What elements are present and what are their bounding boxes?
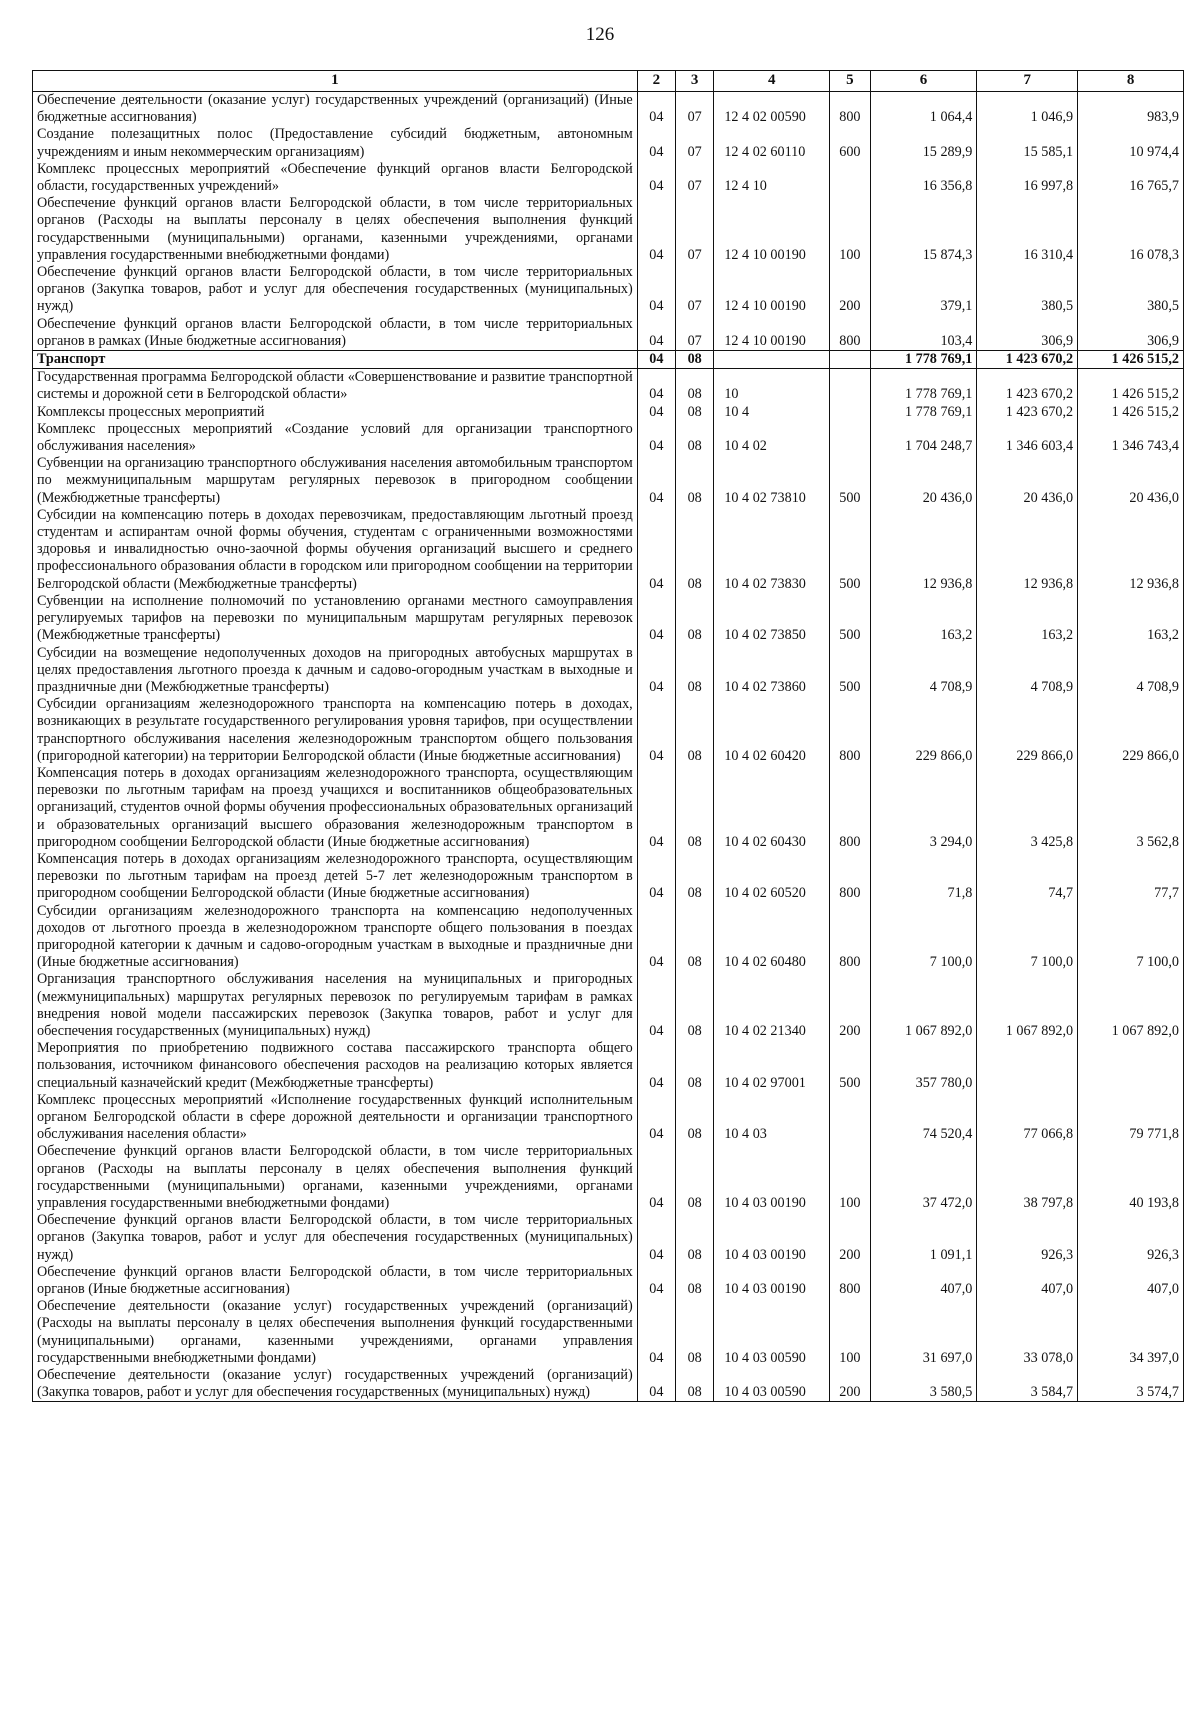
row-amount-col-8 [1078, 1040, 1184, 1092]
row-expense-type-code: 100 [830, 195, 870, 264]
row-expense-type-code [830, 161, 870, 195]
row-amount-col-8: 77,7 [1078, 851, 1184, 903]
row-amount-col-6: 74 520,4 [870, 1092, 977, 1144]
row-target-article-code: 10 4 02 73860 [714, 645, 830, 697]
row-subsection-code: 08 [676, 369, 714, 404]
row-subsection-code: 08 [676, 851, 714, 903]
row-description: Мероприятия по приобретению подвижного состава пассажирского транспорта общего пользования, источником финансового обеспечения расходов на реализацию которых является специальный казначейский кредит (Межбюджетные трансферты) [33, 1040, 638, 1092]
table-row [33, 1212, 1184, 1264]
row-target-article-code: 12 4 10 [714, 161, 830, 195]
row-section-code: 04 [637, 421, 675, 455]
row-description: Комплекс процессных мероприятий «Создание условий для организации транспортного обслуживания населения» [33, 421, 638, 455]
row-amount-col-8: 3 574,7 [1078, 1367, 1184, 1402]
row-amount-col-6: 16 356,8 [870, 161, 977, 195]
row-amount-col-6: 4 708,9 [870, 645, 977, 697]
row-target-article-code: 10 4 02 [714, 421, 830, 455]
row-subsection-code: 08 [676, 351, 714, 369]
row-description: Комплексы процессных мероприятий [33, 404, 638, 421]
row-amount-col-6: 31 697,0 [870, 1298, 977, 1367]
row-amount-col-6: 1 067 892,0 [870, 971, 977, 1040]
row-amount-col-8: 34 397,0 [1078, 1298, 1184, 1367]
row-amount-col-6: 1 778 769,1 [870, 351, 977, 369]
row-amount-col-7 [977, 1040, 1078, 1092]
row-target-article-code: 12 4 02 00590 [714, 92, 830, 127]
row-section-code: 04 [637, 369, 675, 404]
row-section-code: 04 [637, 903, 675, 972]
row-description: Транспорт [33, 351, 638, 369]
row-amount-col-8: 12 936,8 [1078, 507, 1184, 593]
row-subsection-code: 08 [676, 1367, 714, 1402]
row-amount-col-7: 229 866,0 [977, 696, 1078, 765]
header-col-2: 2 [637, 71, 675, 92]
table-row [33, 421, 1184, 455]
row-expense-type-code: 500 [830, 593, 870, 645]
row-description: Субсидии на возмещение недополученных доходов на пригородных автобусных маршрутах в целях предоставления льготного проезда к дачным и садово-огородным участкам в выходные и праздничные дни (Межбюджетные трансферты) [33, 645, 638, 697]
header-col-3: 3 [676, 71, 714, 92]
row-amount-col-8: 983,9 [1078, 92, 1184, 127]
header-col-6: 6 [870, 71, 977, 92]
row-expense-type-code: 600 [830, 126, 870, 160]
row-subsection-code: 08 [676, 421, 714, 455]
row-amount-col-6: 7 100,0 [870, 903, 977, 972]
row-description: Обеспечение деятельности (оказание услуг) государственных учреждений (организаций) (Иные бюджетные ассигнования) [33, 92, 638, 127]
row-amount-col-8: 1 426 515,2 [1078, 404, 1184, 421]
row-amount-col-8: 10 974,4 [1078, 126, 1184, 160]
row-expense-type-code: 200 [830, 1212, 870, 1264]
row-amount-col-6: 163,2 [870, 593, 977, 645]
row-amount-col-6: 15 289,9 [870, 126, 977, 160]
row-amount-col-8: 40 193,8 [1078, 1143, 1184, 1212]
row-amount-col-7: 15 585,1 [977, 126, 1078, 160]
row-amount-col-8: 1 346 743,4 [1078, 421, 1184, 455]
row-description: Организация транспортного обслуживания населения на муниципальных и пригородных (межмуниципальных) маршрутах регулярных перевозок по регулируемым тарифам в рамках внедрения новой модели пассажирских перевозок (Закупка товаров, работ и услуг для обеспечения государственных (муниципальных) нужд) [33, 971, 638, 1040]
row-amount-col-7: 926,3 [977, 1212, 1078, 1264]
row-section-code: 04 [637, 1092, 675, 1144]
row-section-code: 04 [637, 455, 675, 507]
row-expense-type-code: 200 [830, 1367, 870, 1402]
row-subsection-code: 08 [676, 455, 714, 507]
table-row [33, 1367, 1184, 1402]
budget-table [32, 70, 1184, 1402]
row-amount-col-6: 20 436,0 [870, 455, 977, 507]
row-section-code: 04 [637, 1212, 675, 1264]
row-amount-col-8: 306,9 [1078, 316, 1184, 351]
row-description: Комплекс процессных мероприятий «Обеспечение функций органов власти Белгородской области, государственных учреждений» [33, 161, 638, 195]
row-target-article-code: 10 4 03 00590 [714, 1298, 830, 1367]
row-amount-col-6: 1 778 769,1 [870, 404, 977, 421]
row-amount-col-7: 38 797,8 [977, 1143, 1078, 1212]
row-amount-col-6: 1 704 248,7 [870, 421, 977, 455]
table-row [33, 765, 1184, 851]
row-amount-col-7: 4 708,9 [977, 645, 1078, 697]
row-amount-col-8: 7 100,0 [1078, 903, 1184, 972]
row-subsection-code: 08 [676, 765, 714, 851]
row-subsection-code: 07 [676, 92, 714, 127]
row-amount-col-7: 407,0 [977, 1264, 1078, 1298]
table-row [33, 696, 1184, 765]
row-expense-type-code: 500 [830, 1040, 870, 1092]
row-description: Обеспечение функций органов власти Белгородской области, в том числе территориальных органов (Закупка товаров, работ и услуг для обеспечения государственных (муниципальных) нужд) [33, 264, 638, 316]
row-subsection-code: 08 [676, 1143, 714, 1212]
row-target-article-code: 10 4 02 73830 [714, 507, 830, 593]
row-amount-col-8: 1 426 515,2 [1078, 351, 1184, 369]
row-subsection-code: 07 [676, 126, 714, 160]
row-section-code: 04 [637, 1367, 675, 1402]
table-row [33, 369, 1184, 404]
header-col-4: 4 [714, 71, 830, 92]
row-subsection-code: 08 [676, 696, 714, 765]
row-expense-type-code [830, 421, 870, 455]
row-section-code: 04 [637, 1298, 675, 1367]
row-section-code: 04 [637, 264, 675, 316]
row-section-code: 04 [637, 765, 675, 851]
row-subsection-code: 08 [676, 1298, 714, 1367]
row-section-code: 04 [637, 1040, 675, 1092]
table-row [33, 92, 1184, 127]
header-col-1: 1 [33, 71, 638, 92]
row-target-article-code: 10 [714, 369, 830, 404]
row-expense-type-code: 800 [830, 851, 870, 903]
row-amount-col-6: 15 874,3 [870, 195, 977, 264]
row-target-article-code: 10 4 02 60430 [714, 765, 830, 851]
row-subsection-code: 08 [676, 1212, 714, 1264]
row-section-code: 04 [637, 1264, 675, 1298]
row-amount-col-7: 163,2 [977, 593, 1078, 645]
table-row [33, 126, 1184, 160]
row-subsection-code: 07 [676, 195, 714, 264]
row-description: Государственная программа Белгородской области «Совершенствование и развитие транспортной системы и дорожной сети в Белгородской области» [33, 369, 638, 404]
row-amount-col-7: 1 046,9 [977, 92, 1078, 127]
row-amount-col-8: 407,0 [1078, 1264, 1184, 1298]
row-target-article-code: 10 4 02 97001 [714, 1040, 830, 1092]
row-amount-col-6: 379,1 [870, 264, 977, 316]
row-amount-col-7: 1 423 670,2 [977, 351, 1078, 369]
table-row [33, 971, 1184, 1040]
header-col-5: 5 [830, 71, 870, 92]
row-subsection-code: 08 [676, 593, 714, 645]
row-expense-type-code [830, 369, 870, 404]
row-target-article-code: 10 4 02 73850 [714, 593, 830, 645]
table-body [33, 92, 1184, 1402]
row-target-article-code: 10 4 03 00190 [714, 1212, 830, 1264]
table-row [33, 264, 1184, 316]
row-description: Субсидии организациям железнодорожного транспорта на компенсацию потерь в доходах, возникающих в результате государственного регулирования уровня тарифов, при осуществлении транспортного обслуживания населения железнодорожным транспортом общего пользования (пригородной категории) на территории Белгородской области (Иные бюджетные ассигнования) [33, 696, 638, 765]
row-amount-col-6: 1 778 769,1 [870, 369, 977, 404]
row-amount-col-7: 74,7 [977, 851, 1078, 903]
row-expense-type-code: 500 [830, 645, 870, 697]
row-section-code: 04 [637, 1143, 675, 1212]
row-description: Субвенции на исполнение полномочий по установлению органами местного самоуправления регулируемых тарифов на перевозки по муниципальным маршрутам регулярных перевозок (Межбюджетные трансферты) [33, 593, 638, 645]
row-expense-type-code: 200 [830, 264, 870, 316]
row-amount-col-7: 1 067 892,0 [977, 971, 1078, 1040]
row-amount-col-7: 77 066,8 [977, 1092, 1078, 1144]
row-target-article-code: 10 4 02 60480 [714, 903, 830, 972]
table-row [33, 1264, 1184, 1298]
row-target-article-code [714, 351, 830, 369]
row-section-code: 04 [637, 696, 675, 765]
row-section-code: 04 [637, 971, 675, 1040]
row-target-article-code: 10 4 02 21340 [714, 971, 830, 1040]
row-section-code: 04 [637, 195, 675, 264]
table-row [33, 593, 1184, 645]
row-amount-col-8: 1 426 515,2 [1078, 369, 1184, 404]
table-row [33, 1040, 1184, 1092]
row-amount-col-8: 16 765,7 [1078, 161, 1184, 195]
row-expense-type-code: 800 [830, 1264, 870, 1298]
row-target-article-code: 12 4 10 00190 [714, 316, 830, 351]
row-description: Компенсация потерь в доходах организациям железнодорожного транспорта, осуществляющим перевозки по льготным тарифам на проезд учащихся и воспитанников общеобразовательных организаций, студентов очной формы обучения профессиональных образовательных организаций и образовательных организаций высшего образования железнодорожным транспортом в пригородном сообщении Белгородской области (Иные бюджетные ассигнования) [33, 765, 638, 851]
row-expense-type-code: 800 [830, 92, 870, 127]
row-section-code: 04 [637, 645, 675, 697]
row-target-article-code: 10 4 03 00190 [714, 1143, 830, 1212]
row-amount-col-8: 16 078,3 [1078, 195, 1184, 264]
row-amount-col-6: 407,0 [870, 1264, 977, 1298]
row-amount-col-6: 3 580,5 [870, 1367, 977, 1402]
row-description: Субсидии на компенсацию потерь в доходах перевозчикам, предоставляющим льготный проезд студентам и аспирантам очной формы обучения, студентам с ограниченными возможностями здоровья и инвалидностью очно-заочной формы обучения организаций высшего и среднего профессионального образования области в городском или пригородном сообщении на территории Белгородской области (Межбюджетные трансферты) [33, 507, 638, 593]
row-target-article-code: 12 4 02 60110 [714, 126, 830, 160]
row-amount-col-6: 103,4 [870, 316, 977, 351]
row-expense-type-code: 800 [830, 765, 870, 851]
row-amount-col-8: 926,3 [1078, 1212, 1184, 1264]
row-target-article-code: 10 4 03 [714, 1092, 830, 1144]
row-amount-col-6: 1 064,4 [870, 92, 977, 127]
row-amount-col-7: 16 997,8 [977, 161, 1078, 195]
row-amount-col-8: 3 562,8 [1078, 765, 1184, 851]
row-section-code: 04 [637, 126, 675, 160]
row-target-article-code: 10 4 02 60420 [714, 696, 830, 765]
table-row [33, 195, 1184, 264]
row-amount-col-6: 357 780,0 [870, 1040, 977, 1092]
row-expense-type-code: 100 [830, 1298, 870, 1367]
row-target-article-code: 12 4 10 00190 [714, 195, 830, 264]
row-section-code: 04 [637, 92, 675, 127]
row-target-article-code: 10 4 02 60520 [714, 851, 830, 903]
row-description: Компенсация потерь в доходах организациям железнодорожного транспорта, осуществляющим перевозки по льготным тарифам на проезд детей 5-7 лет железнодорожным транспортом в пригородном сообщении Белгородской области (Иные бюджетные ассигнования) [33, 851, 638, 903]
row-amount-col-6: 12 936,8 [870, 507, 977, 593]
row-section-code: 04 [637, 316, 675, 351]
table-row [33, 161, 1184, 195]
table-row [33, 404, 1184, 421]
row-subsection-code: 07 [676, 161, 714, 195]
row-target-article-code: 10 4 03 00190 [714, 1264, 830, 1298]
row-expense-type-code [830, 1092, 870, 1144]
row-amount-col-7: 3 584,7 [977, 1367, 1078, 1402]
row-amount-col-7: 3 425,8 [977, 765, 1078, 851]
row-subsection-code: 08 [676, 1092, 714, 1144]
row-expense-type-code: 800 [830, 696, 870, 765]
row-amount-col-8: 20 436,0 [1078, 455, 1184, 507]
row-section-code: 04 [637, 161, 675, 195]
row-expense-type-code: 800 [830, 316, 870, 351]
row-amount-col-7: 380,5 [977, 264, 1078, 316]
row-amount-col-7: 1 423 670,2 [977, 404, 1078, 421]
row-amount-col-8: 229 866,0 [1078, 696, 1184, 765]
row-subsection-code: 08 [676, 404, 714, 421]
row-expense-type-code [830, 351, 870, 369]
row-expense-type-code: 800 [830, 903, 870, 972]
row-amount-col-7: 306,9 [977, 316, 1078, 351]
header-col-8: 8 [1078, 71, 1184, 92]
row-description: Обеспечение деятельности (оказание услуг) государственных учреждений (организаций) (Расходы на выплаты персоналу в целях обеспечения выполнения функций государственными (муниципальными) органами, казенными учреждениями, органами управления государственными внебюджетными фондами) [33, 1298, 638, 1367]
table-row [33, 455, 1184, 507]
table-row [33, 1298, 1184, 1367]
row-subsection-code: 08 [676, 645, 714, 697]
table-row [33, 903, 1184, 972]
table-row [33, 507, 1184, 593]
row-section-code: 04 [637, 351, 675, 369]
row-expense-type-code: 100 [830, 1143, 870, 1212]
row-target-article-code: 10 4 [714, 404, 830, 421]
table-section-row [33, 351, 1184, 369]
row-amount-col-6: 71,8 [870, 851, 977, 903]
row-description: Обеспечение функций органов власти Белгородской области, в том числе территориальных органов (Иные бюджетные ассигнования) [33, 1264, 638, 1298]
row-amount-col-6: 3 294,0 [870, 765, 977, 851]
row-subsection-code: 08 [676, 1040, 714, 1092]
row-amount-col-7: 1 423 670,2 [977, 369, 1078, 404]
row-amount-col-8: 1 067 892,0 [1078, 971, 1184, 1040]
row-section-code: 04 [637, 404, 675, 421]
row-section-code: 04 [637, 593, 675, 645]
row-description: Создание полезащитных полос (Предоставление субсидий бюджетным, автономным учреждениям и иным некоммерческим организациям) [33, 126, 638, 160]
row-amount-col-8: 4 708,9 [1078, 645, 1184, 697]
page-number: 126 [585, 24, 615, 45]
row-expense-type-code: 500 [830, 455, 870, 507]
table-row [33, 851, 1184, 903]
row-expense-type-code: 500 [830, 507, 870, 593]
row-expense-type-code [830, 404, 870, 421]
row-section-code: 04 [637, 507, 675, 593]
header-row [33, 71, 1184, 92]
row-subsection-code: 08 [676, 1264, 714, 1298]
table-header [33, 71, 1184, 92]
row-target-article-code: 10 4 03 00590 [714, 1367, 830, 1402]
table-row [33, 645, 1184, 697]
row-amount-col-7: 33 078,0 [977, 1298, 1078, 1367]
row-amount-col-7: 20 436,0 [977, 455, 1078, 507]
row-amount-col-7: 16 310,4 [977, 195, 1078, 264]
row-description: Субвенции на организацию транспортного обслуживания населения автомобильным транспортом по межмуниципальным маршрутам регулярных перевозок в пригородном сообщении (Межбюджетные трансферты) [33, 455, 638, 507]
row-amount-col-7: 7 100,0 [977, 903, 1078, 972]
row-amount-col-6: 229 866,0 [870, 696, 977, 765]
row-description: Обеспечение деятельности (оказание услуг) государственных учреждений (организаций) (Закупка товаров, работ и услуг для обеспечения государственных (муниципальных) нужд) [33, 1367, 638, 1402]
table-row [33, 1143, 1184, 1212]
row-subsection-code: 07 [676, 264, 714, 316]
row-description: Обеспечение функций органов власти Белгородской области, в том числе территориальных органов в рамках (Иные бюджетные ассигнования) [33, 316, 638, 351]
row-expense-type-code: 200 [830, 971, 870, 1040]
row-section-code: 04 [637, 851, 675, 903]
row-amount-col-6: 37 472,0 [870, 1143, 977, 1212]
row-description: Обеспечение функций органов власти Белгородской области, в том числе территориальных органов (Закупка товаров, работ и услуг для обеспечения государственных (муниципальных) нужд) [33, 1212, 638, 1264]
row-amount-col-7: 12 936,8 [977, 507, 1078, 593]
row-target-article-code: 10 4 02 73810 [714, 455, 830, 507]
row-target-article-code: 12 4 10 00190 [714, 264, 830, 316]
row-description: Субсидии организациям железнодорожного транспорта на компенсацию недополученных доходов от льготного проезда в железнодорожном транспорте общего пользования в поездах пригородной категории к дачным и садово-огородным участкам в выходные и праздничные дни (Иные бюджетные ассигнования) [33, 903, 638, 972]
row-subsection-code: 08 [676, 903, 714, 972]
table-row [33, 1092, 1184, 1144]
row-description: Обеспечение функций органов власти Белгородской области, в том числе территориальных органов (Расходы на выплаты персоналу в целях обеспечения выполнения функций государственными (муниципальными) органами, казенными учреждениями, органами управления государственными внебюджетными фондами) [33, 195, 638, 264]
table-row [33, 316, 1184, 351]
row-subsection-code: 07 [676, 316, 714, 351]
header-col-7: 7 [977, 71, 1078, 92]
row-subsection-code: 08 [676, 507, 714, 593]
row-amount-col-7: 1 346 603,4 [977, 421, 1078, 455]
row-amount-col-8: 79 771,8 [1078, 1092, 1184, 1144]
row-amount-col-8: 163,2 [1078, 593, 1184, 645]
row-amount-col-8: 380,5 [1078, 264, 1184, 316]
row-amount-col-6: 1 091,1 [870, 1212, 977, 1264]
row-description: Комплекс процессных мероприятий «Исполнение государственных функций исполнительным органом Белгородской области в сфере дорожной деятельности и организации транспортного обслуживания населения области» [33, 1092, 638, 1144]
row-description: Обеспечение функций органов власти Белгородской области, в том числе территориальных органов (Расходы на выплаты персоналу в целях обеспечения выполнения функций государственными (муниципальными) органами, казенными учреждениями, органами управления государственными внебюджетными фондами) [33, 1143, 638, 1212]
row-subsection-code: 08 [676, 971, 714, 1040]
